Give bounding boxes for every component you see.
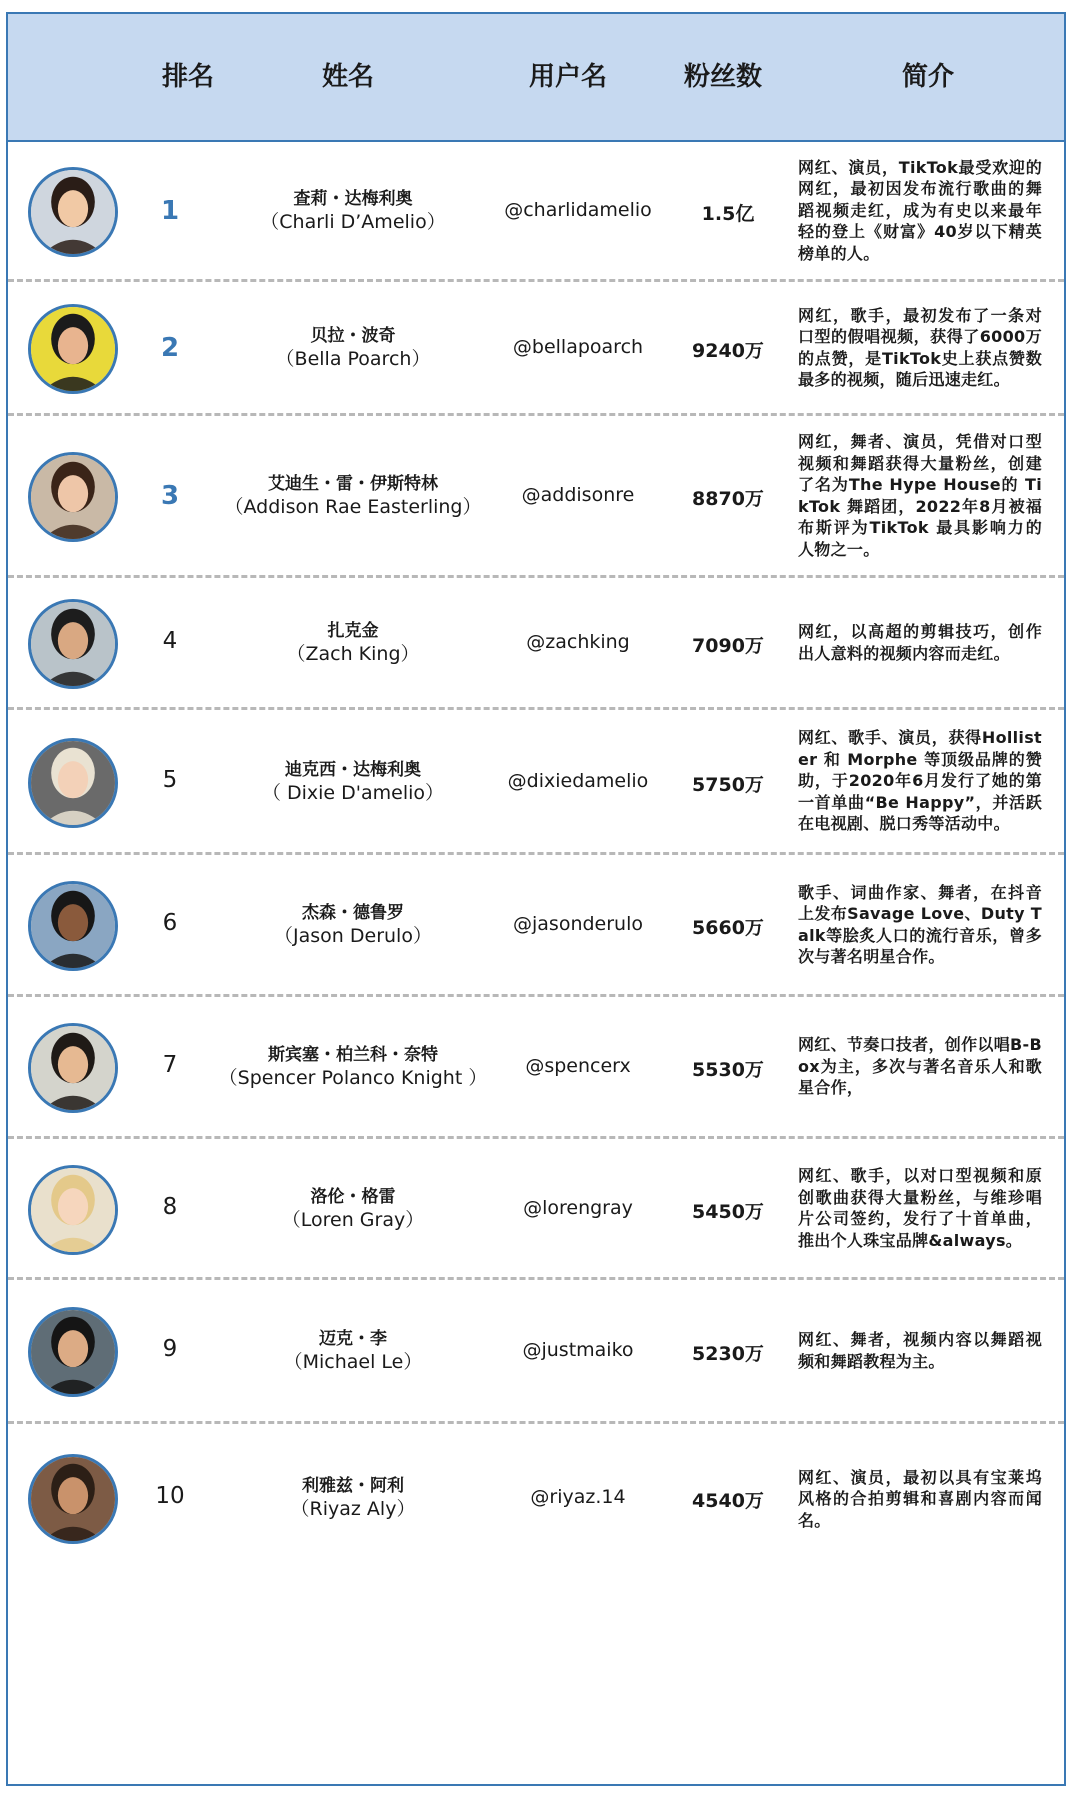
person-name xyxy=(203,902,503,948)
table-row xyxy=(8,855,1064,997)
table-row xyxy=(8,578,1064,710)
person-portrait-icon xyxy=(31,307,115,391)
rank-number: 4 xyxy=(162,628,178,654)
name-english: （Jason Derulo） xyxy=(274,925,432,947)
username: @jasonderulo xyxy=(513,913,643,935)
username: @charlidamelio xyxy=(504,199,652,221)
header-fans: 粉丝数 xyxy=(683,62,762,92)
table-row xyxy=(8,1280,1064,1424)
intro-text: 歌手、词曲作家、舞者，在抖音上发布Savage Love、Duty Talk等脍炙人口的流行音乐，曾多次与著名明星合作。 xyxy=(798,882,1042,966)
rank-number: 10 xyxy=(155,1483,185,1509)
table-row xyxy=(8,710,1064,855)
intro-text: 网红，舞者、演员，凭借对口型视频和舞蹈获得大量粉丝，创建了名为The Hype House的 TikTok 舞蹈团，2022年8月被福布斯评为TikTok 最具影响力的人物之一。 xyxy=(798,432,1042,559)
table-row xyxy=(8,997,1064,1139)
person-name xyxy=(203,1186,503,1232)
follower-count: 5530万 xyxy=(692,1059,764,1081)
name-chinese: 利雅兹・阿利 xyxy=(302,1476,404,1496)
username: @addisonre xyxy=(521,484,635,506)
intro-text: 网红、演员，最初以具有宝莱坞风格的合拍剪辑和喜剧内容而闻名。 xyxy=(798,1467,1042,1530)
avatar xyxy=(28,1165,118,1255)
follower-count: 5450万 xyxy=(692,1200,764,1223)
rank-number: 5 xyxy=(162,766,178,793)
person-name xyxy=(203,188,503,234)
follower-count: 7090万 xyxy=(692,635,764,657)
name-english: （Charli D’Amelio） xyxy=(260,211,446,233)
name-chinese: 迪克西・达梅利奥 xyxy=(285,759,421,780)
rank-number: 6 xyxy=(162,910,178,936)
name-chinese: 扎克金 xyxy=(327,621,379,641)
person-name xyxy=(203,1328,503,1374)
person-portrait-icon xyxy=(31,1310,115,1394)
header-rank: 排名 xyxy=(161,62,214,92)
avatar xyxy=(28,738,118,828)
person-portrait-icon xyxy=(31,602,115,686)
person-name xyxy=(203,759,503,805)
avatar xyxy=(28,1454,118,1544)
name-chinese: 杰森・德鲁罗 xyxy=(302,903,404,923)
name-english: （Bella Poarch） xyxy=(275,348,431,370)
name-english: （Spencer Polanco Knight ） xyxy=(218,1067,488,1089)
username: @riyaz.14 xyxy=(530,1486,626,1508)
name-english: （Loren Gray） xyxy=(281,1208,425,1231)
intro-text: 网红、歌手，以对口型视频和原创歌曲获得大量粉丝，与维珍唱片公司签约，发行了十首单曲，推出个人珠宝品牌&always。 xyxy=(798,1166,1042,1250)
table-row xyxy=(8,1139,1064,1280)
name-english: （Addison Rae Easterling） xyxy=(224,496,482,518)
rank-number: 2 xyxy=(160,333,180,363)
username: @justmaiko xyxy=(522,1339,634,1361)
follower-count: 8870万 xyxy=(692,488,764,510)
name-chinese: 贝拉・波奇 xyxy=(310,326,396,346)
person-portrait-icon xyxy=(31,1026,115,1110)
follower-count: 5660万 xyxy=(692,917,764,939)
person-name xyxy=(203,1475,503,1521)
header-intro: 简介 xyxy=(901,62,954,92)
person-portrait-icon xyxy=(31,455,115,539)
person-portrait-icon xyxy=(31,741,115,825)
avatar xyxy=(28,167,118,257)
intro-text: 网红、舞者，视频内容以舞蹈视频和舞蹈教程为主。 xyxy=(798,1330,1042,1371)
avatar xyxy=(28,452,118,542)
avatar xyxy=(28,1307,118,1397)
table-row xyxy=(8,282,1064,416)
person-name xyxy=(203,325,503,371)
name-chinese: 洛伦・格雷 xyxy=(310,1186,396,1207)
rank-number: 8 xyxy=(162,1193,178,1220)
follower-count: 1.5亿 xyxy=(701,203,755,225)
person-name xyxy=(203,1044,503,1090)
name-english: （Michael Le） xyxy=(283,1351,423,1373)
intro-text: 网红、歌手、演员，获得Hollister 和 Morphe 等顶级品牌的赞助，于2020年6月发行了她的第一首单曲“Be Happy”，并活跃在电视剧、脱口秀等活动中。 xyxy=(798,728,1042,833)
table-header xyxy=(8,14,1064,142)
username: @bellapoarch xyxy=(512,336,644,358)
name-chinese: 查莉・达梅利奥 xyxy=(293,189,413,209)
intro-text: 网红，以高超的剪辑技巧，创作出人意料的视频内容而走红。 xyxy=(798,622,1042,663)
name-english: （Riyaz Aly） xyxy=(290,1498,416,1520)
rank-number: 9 xyxy=(162,1336,178,1362)
follower-count: 5230万 xyxy=(692,1343,764,1365)
username: @zachking xyxy=(526,631,630,653)
ranking-table xyxy=(6,12,1066,1786)
name-english: （ Dixie D'amelio） xyxy=(261,781,445,804)
header-name: 姓名 xyxy=(321,62,374,92)
rank-number: 3 xyxy=(160,481,180,511)
rank-number: 1 xyxy=(160,196,180,226)
avatar xyxy=(28,881,118,971)
person-name xyxy=(203,473,503,519)
follower-count: 4540万 xyxy=(692,1490,764,1512)
rank-number: 7 xyxy=(162,1052,178,1078)
follower-count: 9240万 xyxy=(692,340,764,362)
person-portrait-icon xyxy=(31,1457,115,1541)
intro-text: 网红，歌手，最初发布了一条对口型的假唱视频，获得了6000万的点赞，是TikTok史上获点赞数最多的视频，随后迅速走红。 xyxy=(798,305,1042,389)
table-row xyxy=(8,1424,1064,1574)
intro-text: 网红、节奏口技者，创作以唱B-Box为主，多次与著名音乐人和歌星合作， xyxy=(798,1035,1042,1097)
person-portrait-icon xyxy=(31,884,115,968)
intro-text: 网红、演员，TikTok最受欢迎的网红，最初因发布流行歌曲的舞蹈视频走红，成为有史以来最年轻的登上《财富》40岁以下精英榜单的人。 xyxy=(798,157,1042,263)
table-row xyxy=(8,142,1064,282)
username: @spencerx xyxy=(525,1055,631,1077)
avatar xyxy=(28,304,118,394)
person-portrait-icon xyxy=(31,170,115,254)
avatar xyxy=(28,1023,118,1113)
avatar xyxy=(28,599,118,689)
header-username: 用户名 xyxy=(528,62,607,92)
name-english: （Zach King） xyxy=(286,643,420,665)
person-portrait-icon xyxy=(31,1168,115,1252)
table-row xyxy=(8,416,1064,578)
name-chinese: 迈克・李 xyxy=(319,1329,387,1349)
name-chinese: 艾迪生・雷・伊斯特林 xyxy=(268,474,438,494)
person-name xyxy=(203,620,503,666)
username: @dixiedamelio xyxy=(507,769,649,792)
username: @lorengray xyxy=(523,1196,633,1219)
name-chinese: 斯宾塞・柏兰科・奈特 xyxy=(268,1045,438,1065)
follower-count: 5750万 xyxy=(692,773,764,796)
